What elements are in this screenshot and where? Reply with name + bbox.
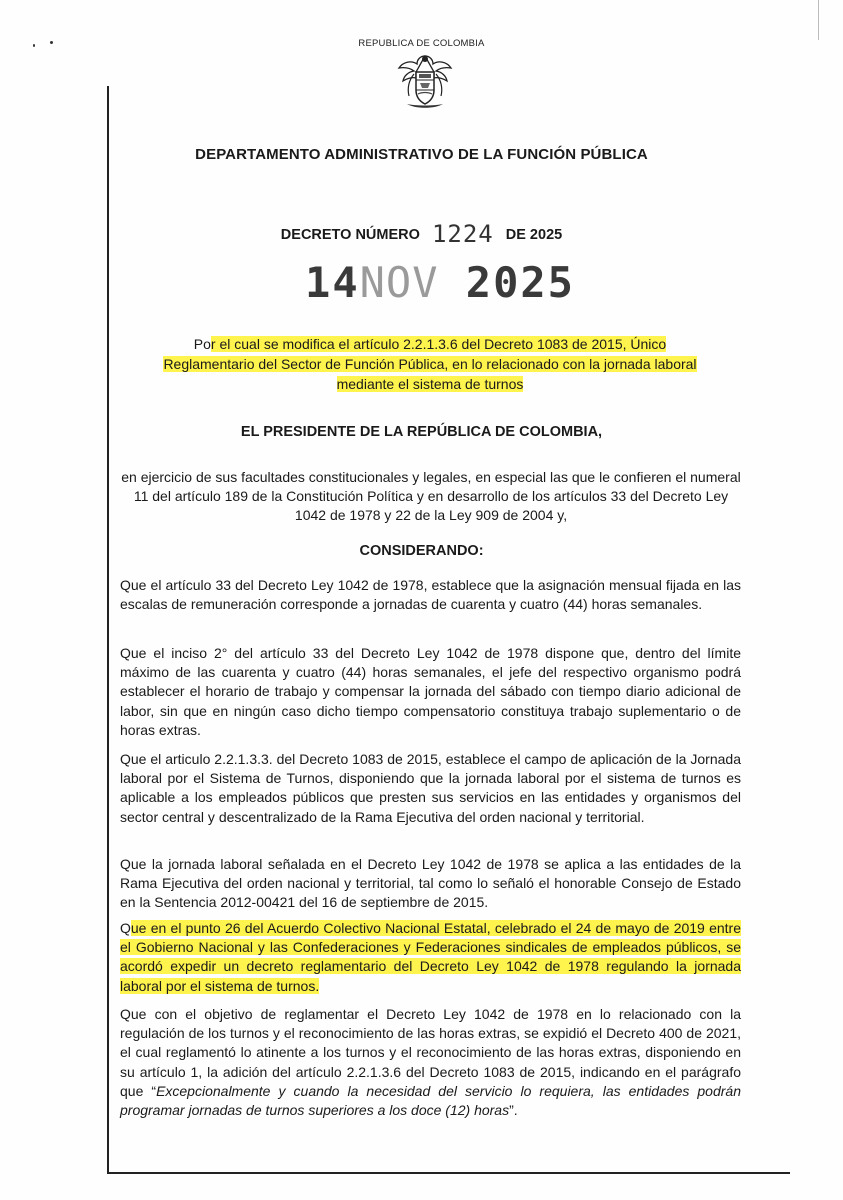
considerando-paragraph-highlighted bbox=[120, 919, 741, 996]
stamp-day: 14 bbox=[305, 258, 360, 307]
highlighted-text: ue en el punto 26 del Acuerdo Colectivo Nacional Estatal, celebrado el 24 de mayo de 2019 entre el Gobierno Nacional y las Confederaciones y Federaciones sindicales de empleados públicos, se acordó expedir un decreto reglamentario del Decreto Ley 1042 de 1978 regulando la jornada laboral por el sistema de turnos. bbox=[120, 920, 741, 994]
considerando-paragraph: Que el artículo 33 del Decreto Ley 1042 de 1978, establece que la asignación mensual fijada en las escalas de remuneración corresponde a jornadas de cuarenta y cuatro (44) horas semanales. bbox=[120, 577, 741, 613]
coat-of-arms-icon bbox=[395, 50, 455, 112]
page-border-right bbox=[818, 0, 819, 40]
considerando-paragraph: Que la jornada laboral señalada en el Decreto Ley 1042 de 1978 se aplica a las entidades de la Rama Ejecutiva del orden nacional y territorial, tal como lo señaló el honorable Consejo de Estado en la Sentencia 2012-00421 del 16 de septiembre de 2015. bbox=[120, 856, 741, 911]
paragraph-start: Q bbox=[120, 920, 131, 936]
stamp-month: NOV bbox=[359, 258, 439, 307]
title-start: Po bbox=[193, 336, 211, 352]
considerando-paragraph bbox=[120, 1005, 741, 1120]
facultades-paragraph: en ejercicio de sus facultades constitucionales y legales, en especial las que le confieren el numeral 11 del artículo 189 de la Constitución Política y en desarrollo de los artículos 33 del Decreto Ley 1042 de 1978 y 22 de la Ley 909 de 2004 y, bbox=[121, 469, 741, 523]
date-stamp bbox=[300, 258, 580, 307]
decree-label: DECRETO NÚMERO bbox=[280, 227, 420, 243]
paragraph-quote: Excepcionalmente y cuando la necesidad del servicio lo requiera, las entidades podrán programar jornadas de turnos superiores a los doce (12) horas bbox=[120, 1082, 741, 1119]
stamp-year: 2025 bbox=[465, 258, 575, 307]
considerando-paragraph: Que el inciso 2° del artículo 33 del Decreto Ley 1042 de 1978 dispone que, dentro del límite máximo de las cuarenta y cuatro (44) horas semanales, el jefe del respectivo organismo podrá establecer el horario de trabajo y compensar la jornada del sábado con tiempo diario adicional de labor, sin que en ningún caso dicho tiempo compensatorio constituya trabajo suplementario o de horas extras. bbox=[120, 645, 741, 738]
department-name: DEPARTAMENTO ADMINISTRATIVO DE LA FUNCIÓN PÚBLICA bbox=[195, 146, 648, 163]
page-border-left bbox=[107, 86, 109, 1174]
decree-year: DE 2025 bbox=[505, 227, 563, 243]
republic-header: REPUBLICA DE COLOMBIA bbox=[358, 38, 485, 49]
decree-number: 1224 bbox=[431, 220, 494, 248]
paragraph-main: Que con el objetivo de reglamentar el Decreto Ley 1042 de 1978 en lo relacionado con la regulación de los turnos y el reconocimiento de las horas extras, se expidió el Decreto 400 de 2021, el cual reglamentó lo atinente a los turnos y el reconocimiento de las horas extras, disponiendo en su artículo 1, la adición del artículo 2.2.1.3.6 del Decreto 1083 de 2015, indicando en el parágrafo que “ bbox=[120, 1006, 741, 1099]
president-heading: EL PRESIDENTE DE LA REPÚBLICA DE COLOMBIA, bbox=[240, 424, 603, 440]
title-highlighted: r el cual se modifica el artículo 2.2.1.3.6 del Decreto 1083 de 2015, Único Reglamentario del Sector de Función Pública, en lo relacionado con la jornada laboral mediante el sistema de turnos bbox=[163, 336, 697, 392]
page-border-bottom bbox=[107, 1172, 790, 1174]
decree-number-line bbox=[0, 220, 843, 248]
paragraph-end: ”. bbox=[509, 1102, 518, 1119]
considerando-paragraph: Que el articulo 2.2.1.3.3. del Decreto 1083 de 2015, establece el campo de aplicación de la Jornada laboral por el Sistema de Turnos, disponiendo que la jornada laboral por el sistema de turnos es aplicable a los empleados públicos que presten sus servicios en las entidades y organismos del sector central y descentralizado de la Rama Ejecutiva del orden nacional y territorial. bbox=[120, 751, 741, 825]
decree-title bbox=[160, 334, 700, 394]
considerando-heading: CONSIDERANDO: bbox=[359, 543, 484, 559]
